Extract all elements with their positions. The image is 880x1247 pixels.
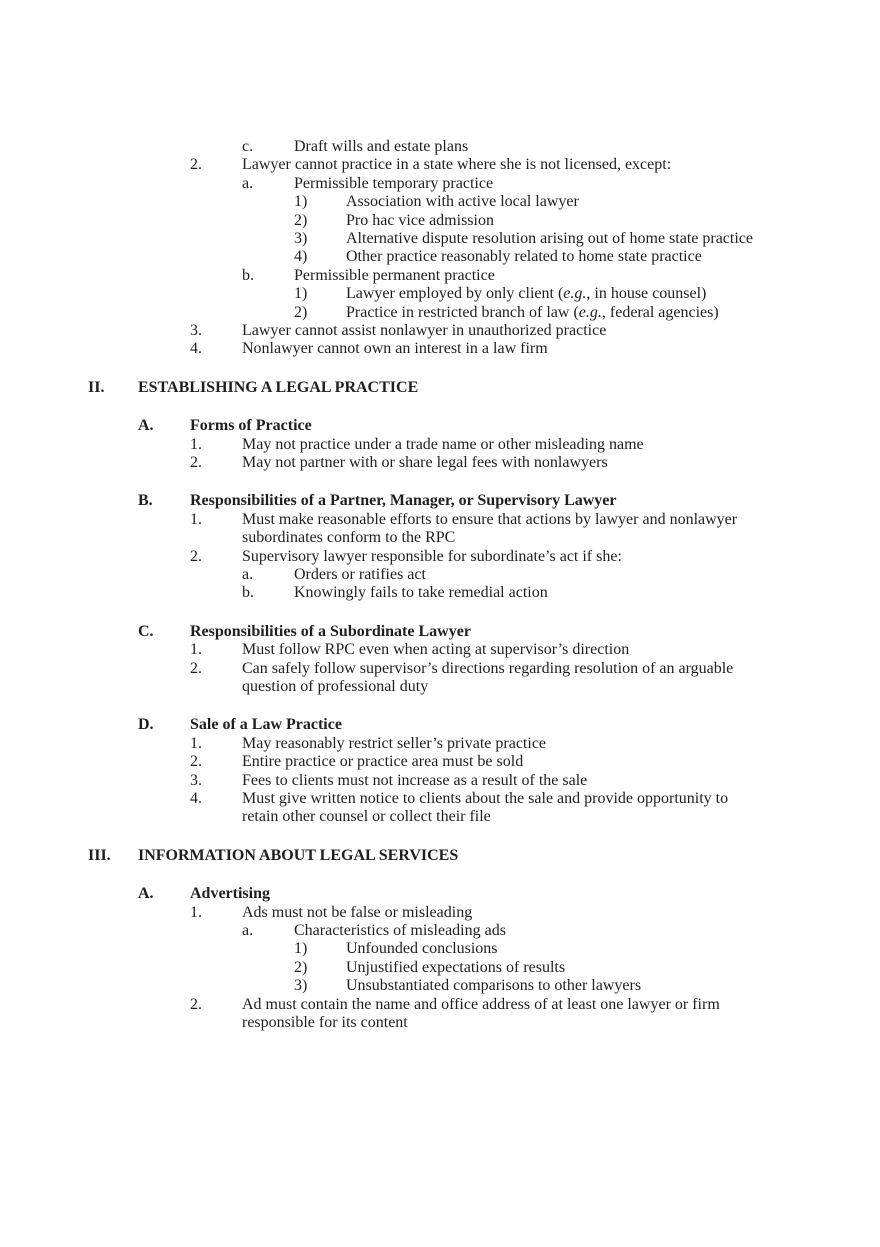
- outline-marker: 2.: [190, 547, 202, 565]
- outline-marker: 1): [294, 940, 308, 958]
- outline-marker: a.: [242, 922, 254, 939]
- outline-item-text: Association with active local lawyer: [346, 193, 579, 211]
- outline-item-text: Ads must not be false or misleading: [242, 903, 473, 921]
- outline-marker: 4.: [190, 340, 202, 358]
- outline-item-text: Practice in restricted branch of law (e.g., federal agencies): [346, 303, 719, 321]
- outline-marker: 1.: [190, 641, 202, 659]
- outline-item-text: Characteristics of misleading ads: [294, 922, 506, 939]
- outline-marker: 4): [294, 248, 308, 266]
- outline-marker: a.: [242, 174, 254, 192]
- outline-marker: 2.: [190, 753, 202, 771]
- outline-item-text: May not partner with or share legal fees with nonlawyers: [242, 454, 608, 471]
- outline-marker: 1.: [190, 734, 202, 752]
- outline-item-text: Ad must contain the name and office address of at least one lawyer or firm: [242, 995, 720, 1013]
- outline-item-text: question of professional duty: [242, 678, 429, 695]
- outline-marker: 4.: [190, 790, 202, 807]
- outline-marker: 2.: [190, 454, 202, 471]
- outline-item-text: Pro hac vice admission: [346, 211, 494, 229]
- outline-marker: b.: [242, 266, 254, 284]
- outline-item-text: Draft wills and estate plans: [294, 138, 469, 155]
- outline-marker: a.: [242, 566, 254, 583]
- outline-item-text: Permissible temporary practice: [294, 174, 494, 192]
- outline-item-text: Fees to clients must not increase as a result of the sale: [242, 771, 588, 789]
- outline-marker: 3.: [190, 322, 202, 339]
- outline-item-text: Unfounded conclusions: [346, 940, 498, 958]
- outline-marker: 3.: [190, 771, 202, 789]
- outline-marker: 1.: [190, 435, 202, 453]
- outline-item-text: Can safely follow supervisor’s directions regarding resolution of an arguable: [242, 659, 734, 677]
- outline-item-text: Other practice reasonably related to home state practice: [346, 248, 702, 266]
- outline-item-text: Lawyer cannot practice in a state where she is not licensed, except:: [242, 156, 672, 174]
- outline-marker: 2.: [190, 995, 202, 1013]
- outline-item-text: responsible for its content: [242, 1014, 408, 1031]
- outline-marker: C.: [138, 622, 154, 640]
- outline-marker: A.: [138, 417, 154, 435]
- outline-item-text: Knowingly fails to take remedial action: [294, 584, 548, 602]
- outline-item-text: Lawyer cannot assist nonlawyer in unauthorized practice: [242, 322, 607, 339]
- outline-item-text: subordinates conform to the RPC: [242, 529, 456, 547]
- outline-marker: 1): [294, 193, 308, 211]
- outline-item-text: Entire practice or practice area must be sold: [242, 753, 524, 771]
- section-heading: Sale of a Law Practice: [190, 716, 342, 734]
- outline-item-text: Lawyer employed by only client (e.g., in house counsel): [346, 285, 707, 303]
- outline-item-text: Unjustified expectations of results: [346, 958, 566, 976]
- outline-marker: 2): [294, 211, 308, 229]
- outline-marker: B.: [138, 492, 153, 510]
- outline-marker: c.: [242, 138, 254, 155]
- outline-item-text: May not practice under a trade name or other misleading name: [242, 435, 644, 453]
- outline-marker: 2): [294, 303, 308, 321]
- outline-item-text: Nonlawyer cannot own an interest in a law firm: [242, 340, 548, 358]
- outline-item-text: May reasonably restrict seller’s private practice: [242, 734, 547, 752]
- section-heading: Responsibilities of a Subordinate Lawyer: [190, 622, 471, 640]
- outline-marker: 2.: [190, 659, 202, 677]
- outline-item-text: Supervisory lawyer responsible for subordinate’s act if she:: [242, 547, 622, 565]
- outline-marker: II.: [88, 378, 105, 396]
- outline-marker: III.: [88, 846, 111, 864]
- outline-item-text: Unsubstantiated comparisons to other lawyers: [346, 977, 642, 995]
- outline-marker: A.: [138, 885, 154, 903]
- outline-marker: 2): [294, 958, 308, 976]
- outline-marker: 3): [294, 230, 308, 247]
- outline-marker: 1): [294, 285, 308, 303]
- section-heading: INFORMATION ABOUT LEGAL SERVICES: [138, 846, 459, 864]
- outline-item-text: Orders or ratifies act: [294, 566, 426, 583]
- section-heading: Forms of Practice: [190, 417, 312, 435]
- outline-item-text: retain other counsel or collect their file: [242, 808, 491, 826]
- outline-marker: b.: [242, 584, 254, 602]
- section-heading: Advertising: [190, 885, 270, 903]
- outline-marker: 2.: [190, 156, 202, 174]
- outline-item-text: Permissible permanent practice: [294, 266, 495, 284]
- section-heading: ESTABLISHING A LEGAL PRACTICE: [138, 378, 419, 396]
- outline-item-text: Must give written notice to clients about the sale and provide opportunity to: [242, 790, 729, 807]
- outline-item-text: Alternative dispute resolution arising out of home state practice: [346, 230, 753, 247]
- section-heading: Responsibilities of a Partner, Manager, or Supervisory Lawyer: [190, 492, 617, 510]
- outline-item-text: Must make reasonable efforts to ensure that actions by lawyer and nonlawyer: [242, 510, 738, 528]
- outline-marker: D.: [138, 716, 154, 734]
- outline-marker: 1.: [190, 903, 202, 921]
- outline-marker: 3): [294, 977, 308, 995]
- outline-item-text: Must follow RPC even when acting at supervisor’s direction: [242, 641, 630, 659]
- outline-marker: 1.: [190, 510, 202, 528]
